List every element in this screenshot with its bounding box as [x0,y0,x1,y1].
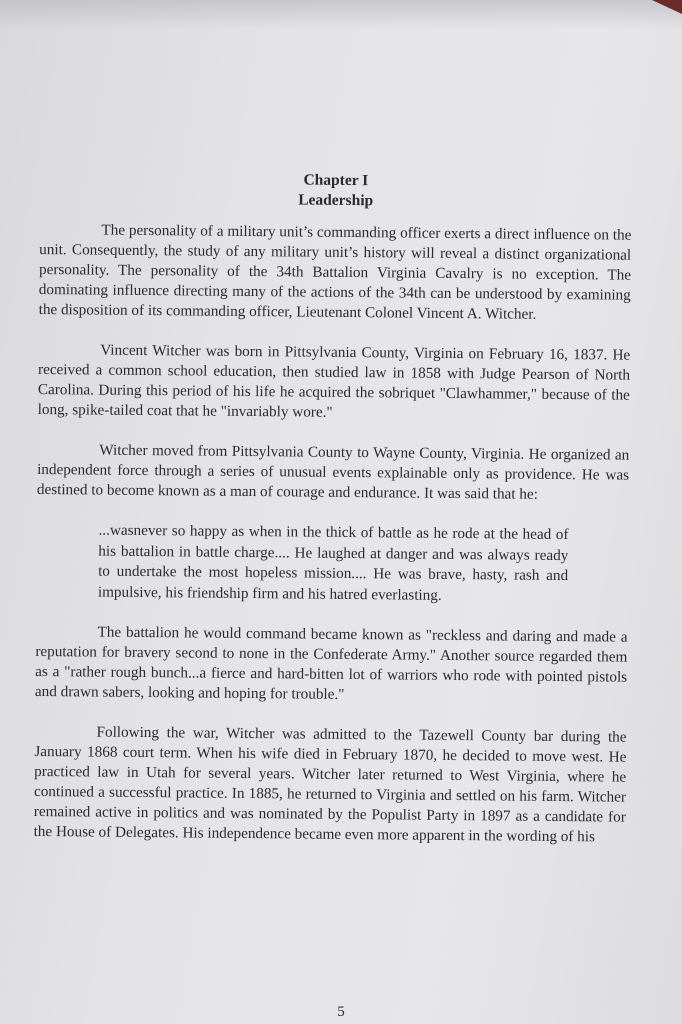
paragraph-5: Following the war, Witcher was admitted to the Tazewell County bar during the January 1868 court term. When his wife died in February 1870, he decided to move west. He practiced law in Utah for several years. Witcher later returned to West Virginia, where he continued a successful practice. In 1885, he returned to Virginia and settled on his farm. Witcher remained active in politics and was nominated by the Populist Party in 1897 as a candidate for the House of Delegates. His independence became even more apparent in the wording of his [33,723,627,846]
page-number: 5 [337,1004,345,1020]
chapter-title: Leadership [298,191,374,210]
paragraph-2: Vincent Witcher was born in Pittsylvania County, Virginia on February 16, 1837. He received a common school education, then studied law in 1858 with Judge Pearson of North Carolina. During this period of his life he acquired the sobriquet "Clawhammer," because of the long, spike-tailed coat that he "invariably wore." [37,341,631,421]
chapter-heading [40,168,632,214]
page-top-shadow [0,0,682,30]
chapter-number: Chapter I [303,171,369,190]
paragraph-3: Witcher moved from Pittsylvania County to Wayne County, Virginia. He organized an independent force through a series of unusual events explainable only as providence. He was destined to become known as a man of courage and endurance. It was said that he: [36,441,630,503]
page-text-block [33,168,632,868]
paragraph-1: The personality of a military unit’s commanding officer exerts a direct influence on the unit. Consequently, the study of any military unit’s history will reveal a distinct organizational personality. The personality of the 34th Battalion Virginia Cavalry is no exception. The dominating influence directing many of the actions of the 34th can be understood by examining the disposition of its commanding officer, Lieutenant Colonel Vincent A. Witcher. [38,221,632,323]
block-quote: ...wasnever so happy as when in the thick of battle as he rode at the head of his battalion in battle charge.... He laughed at danger and was always ready to undertake the most hopeless mission.... He was brave, hasty, rash and impulsive, his friendship firm and his hatred everlasting. [97,521,569,604]
paragraph-4: The battalion he would command became known as "reckless and daring and made a reputation for bravery second to none in the Confederate Army." Another source regarded them as a "rather rough bunch...a fierce and hard-bitten lot of warriors who rode with pointed pistols and drawn sabers, looking and hoping for trouble." [34,623,628,704]
